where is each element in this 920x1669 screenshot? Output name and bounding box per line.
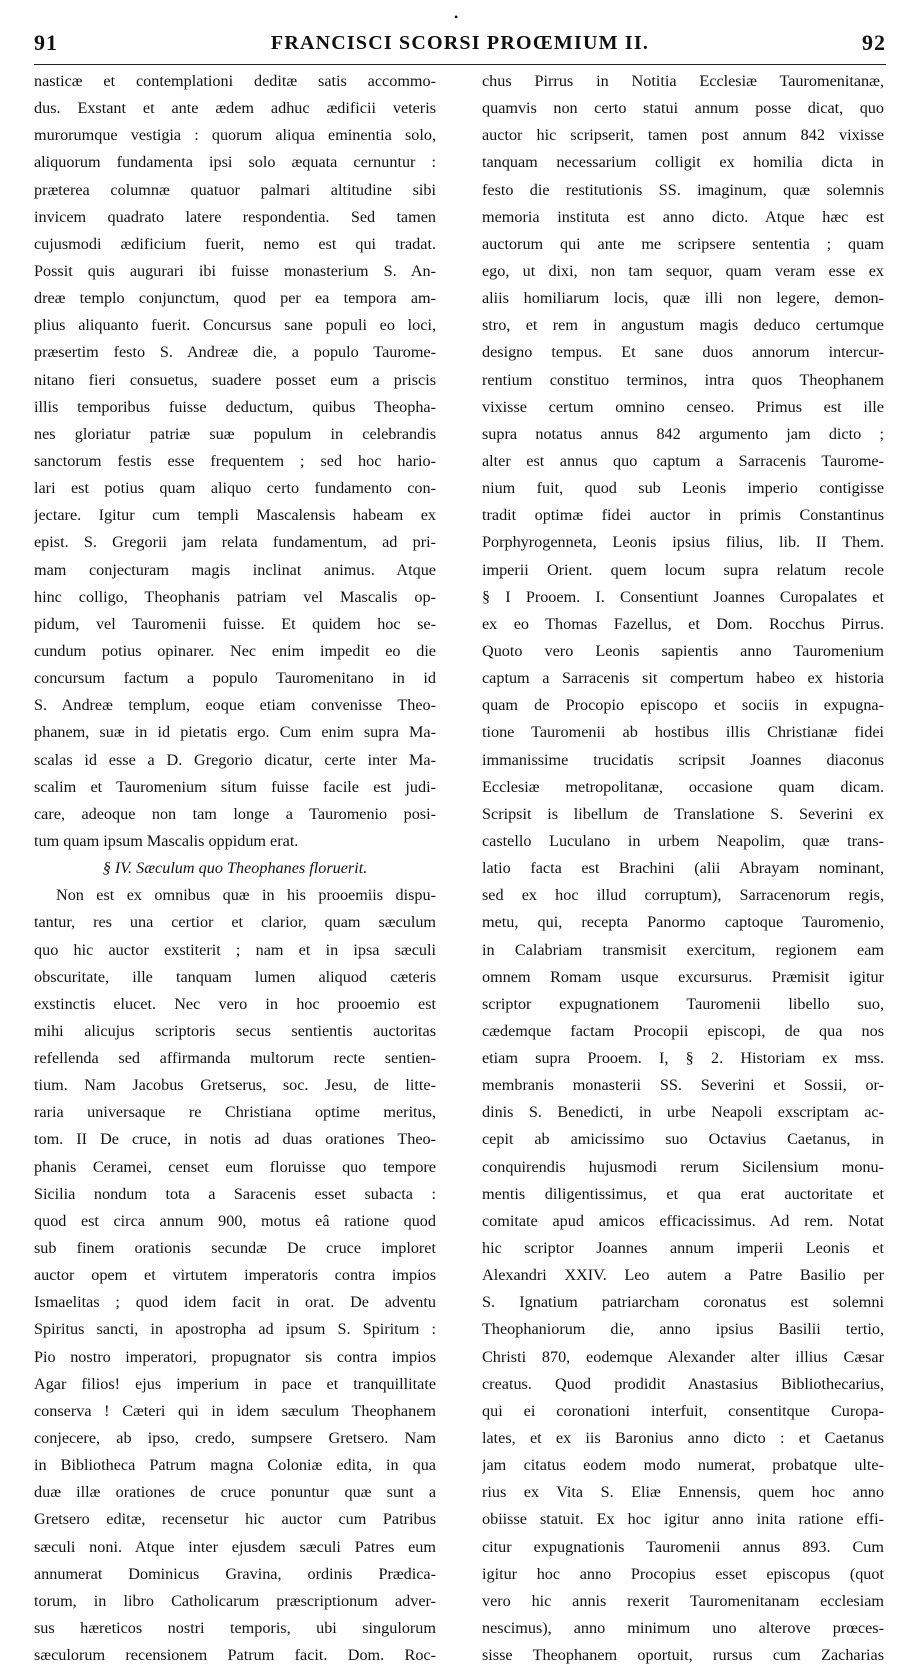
text-line: obiisse statuit. Ex hoc igitur anno inita ratione effi- (482, 1510, 884, 1529)
text-line: jectare. Igitur cum templi Mascalensis habeam ex (34, 506, 436, 525)
text-line: Ismaelitas ; quod idem facit in orat. De adventu (34, 1293, 436, 1312)
text-line: rius ex Vita S. Eliæ Ennensis, quem hoc anno (482, 1483, 884, 1502)
text-line: sed ex hoc illud corruptum), Sarracenorum regis, (482, 886, 884, 905)
text-line: annumerat Dominicus Gravina, ordinis Prædica- (34, 1564, 436, 1583)
text-line: Alexandri XXIV. Leo autem a Patre Basilio per (482, 1266, 884, 1285)
text-line: § I Prooem. I. Consentiunt Joannes Curopalates et (482, 587, 884, 606)
text-line: nes gloriatur patriæ suæ populum in celebrandis (34, 424, 436, 443)
text-line: lari est potius quam aliquo certo fundamento con- (34, 479, 436, 498)
running-title: FRANCISCI SCORSI PROŒMIUM II. (270, 32, 650, 54)
text-line: aliis homiliarum locis, quæ illi non legere, demon- (482, 289, 884, 308)
text-line: auctor opem et virtutem imperatoris contra impios (34, 1266, 436, 1285)
ink-speck: • (454, 10, 459, 24)
text-line: mihi alicujus scriptoris secus sentientis auctoritas (34, 1021, 436, 1040)
text-line: concursum factum a populo Tauromenitano in id (34, 669, 436, 688)
text-line: metu, qui, recepta Panormo captoque Tauromenio, (482, 913, 884, 932)
page-number-left: 91 (34, 30, 58, 55)
section-heading: § IV. Sæculum quo Theophanes floruerit. (102, 859, 368, 878)
text-line: ex eo Thomas Fazellus, et Dom. Rocchus Pirrus. (482, 614, 884, 633)
text-line: scalas id esse a D. Gregorio dicatur, certe inter Ma- (34, 750, 436, 769)
text-line: comitate apud amicos efficacissimus. Ad rem. Notat (482, 1211, 884, 1230)
text-line: tum quam ipsum Mascalis oppidum erat. (34, 831, 299, 850)
text-line: obscuritate, ille tanquam lumen aliquod cæteris (34, 967, 436, 986)
text-line: sæculorum recensionem Patrum facit. Dom. Roc- (34, 1646, 436, 1665)
text-line: lates, et ex iis Baronius anno dicto : et Caetanus (482, 1429, 884, 1448)
text-line: hinc colligo, Theophanis patriam vel Mascalis op- (34, 587, 436, 606)
text-line: ego, ut dixi, non tam sequor, quam veram esse ex (482, 261, 884, 280)
text-line: tium. Nam Jacobus Gretserus, soc. Jesu, de litte- (34, 1076, 436, 1095)
text-line: cepit ab amicissimo suo Octavius Caetanus, in (482, 1130, 884, 1149)
text-line: omnem Romam usque excursurus. Præmisit igitur (482, 967, 884, 986)
text-line: tradit optimæ fidei auctor in primis Constantinus (482, 506, 884, 525)
text-line: auctorum qui ante me scripsere sententia ; quam (482, 234, 884, 253)
text-line: phanem, suæ in id pietatis ergo. Cum enim supra Ma- (34, 723, 436, 742)
text-line: cujusmodi ædificium fuerit, nemo est qui tradat. (34, 234, 436, 253)
text-line: refellenda sed affirmanda multorum recte sentien- (34, 1049, 436, 1068)
text-line: Spiritus sancti, in apostropha ad ipsum S. Spiritum : (34, 1320, 436, 1339)
text-line: præterea columnæ quatuor palmari altitudine sibi (34, 180, 436, 199)
text-line: Christi 870, eodemque Alexander alter illius Cæsar (482, 1347, 884, 1366)
text-line: conquirendis hujusmodi rerum Sicilensium monu- (482, 1157, 884, 1176)
text-line: phanis Ceramei, censet eum floruisse quo tempore (34, 1157, 436, 1176)
text-line: in Bibliotheca Patrum magna Coloniæ edita, in qua (34, 1456, 436, 1475)
page-number-right: 92 (862, 30, 886, 55)
text-line: designo tempus. Et sane duos annorum intercur- (482, 343, 884, 362)
text-line: S. Ignatium patriarcham coronatus est solemni (482, 1293, 884, 1312)
text-line: sus hæreticos nostri temporis, ubi singulorum (34, 1619, 436, 1638)
text-line: pidum, vel Tauromenii fuisse. Et quidem hoc se- (34, 614, 436, 633)
text-line: sæculi noni. Atque inter ejusdem sæculi Patres eum (34, 1537, 436, 1556)
text-line: jam citatus eodem modo numerat, probatque ulte- (482, 1456, 884, 1475)
text-line: in Calabriam transmisit exercitum, regionem eam (482, 940, 884, 959)
text-line: hic scriptor Joannes annum imperii Leonis et (482, 1239, 884, 1258)
text-line: Agar filios! ejus imperium in pace et tranquillitate (34, 1374, 436, 1393)
text-line: care, adeoque non tam longe a Tauromenio posi- (34, 804, 436, 823)
text-line: vixisse certum omnino censeo. Primus est ille (482, 397, 884, 416)
text-line: mam conjecturam magis inclinat animus. Atque (34, 560, 436, 579)
text-line: Non est ex omnibus quæ in his prooemiis dispu- (56, 886, 436, 905)
text-line: illis temporibus fuisse deductum, quibus Theopha- (34, 397, 436, 416)
page-header (34, 30, 886, 65)
text-line: sisse Theophanem oportuit, rursus cum Zacharias (482, 1646, 884, 1665)
text-line: Sicilia nondum tota a Saracenis esset subacta : (34, 1184, 436, 1203)
text-line: rentium constituo terminos, intra quos Theophanem (482, 370, 884, 389)
text-line: sub finem orationis secundæ De cruce imploret (34, 1239, 436, 1258)
text-line: Scripsit is libellum de Translatione S. Severini ex (482, 804, 884, 823)
text-line: Theophaniorum die, anno ipsius Basilii tertio, (482, 1320, 884, 1339)
text-line: latio facta est Brachini (alii Abrayam nominant, (482, 859, 884, 878)
text-line: scalim et Tauromenium situm fuisse facile est judi- (34, 777, 436, 796)
text-line: alter est annus quo captum a Sarracenis Taurome- (482, 451, 884, 470)
text-line: dinis S. Benedicti, in urbe Neapoli exscriptam ac- (482, 1103, 884, 1122)
text-line: dus. Exstant et ante ædem adhuc ædificii veteris (34, 99, 436, 118)
text-line: raria universaque re Christiana optime meritus, (34, 1103, 436, 1122)
text-line: cædemque factam Procopii episcopi, de qua nos (482, 1021, 884, 1040)
text-line: quamvis non certo statui annum posse dicat, quo (482, 99, 884, 118)
text-line: Porphyrogenneta, Leonis ipsius filius, lib. II Them. (482, 533, 884, 552)
text-line: torum, in libro Catholicarum præscriptionum adver- (34, 1591, 436, 1610)
text-line: auctor hic scripserit, tamen post annum 842 vixisse (482, 126, 884, 145)
text-line: præsertim festo S. Andreæ die, a populo Taurome- (34, 343, 436, 362)
text-line: quod est circa annum 900, motus eâ ratione quod (34, 1211, 436, 1230)
text-line: aliquorum fundamenta ipsi solo æquata cernuntur : (34, 153, 436, 172)
text-line: Quoto vero Leonis sapientis anno Tauromenium (482, 641, 884, 660)
text-line: creatus. Quod prodidit Anastasius Bibliothecarius, (482, 1374, 884, 1393)
text-line: murorumque vestigia : quorum aliqua eminentia solo, (34, 126, 436, 145)
text-line: chus Pirrus in Notitia Ecclesiæ Tauromenitanæ, (482, 72, 884, 90)
text-line: memoria instituta est anno dicto. Atque hæc est (482, 207, 884, 226)
text-line: tanquam necessarium colligit ex homilia dicta in (482, 153, 884, 172)
text-line: supra notatus annus 842 argumento jam dicto ; (482, 424, 884, 443)
text-line: tom. II De cruce, in notis ad duas orationes Theo- (34, 1130, 436, 1149)
text-line: qui ei coronationi interfuit, consentitque Curopa- (482, 1401, 884, 1420)
right-text-column (482, 68, 884, 1669)
text-line: dreæ templo conjunctum, quod per ea tempora am- (34, 289, 436, 308)
text-line: nescimus), anno minimum uno alterove prœces- (482, 1619, 884, 1638)
text-line: tantur, res una certior et clarior, quam sæculum (34, 913, 436, 932)
text-line: exstinctis elucet. Nec vero in hoc prooemio est (34, 994, 436, 1013)
text-line: Gretsero editæ, recensetur hic auctor cum Patribus (34, 1510, 436, 1529)
text-line: castello Luculano in urbem Neapolim, quæ trans- (482, 831, 884, 850)
text-line: Possit quis augurari ibi fuisse monasterium S. An- (34, 261, 436, 280)
text-line: festo die restitutionis SS. imaginum, quæ solemnis (482, 180, 884, 199)
text-line: nitano fieri consuetus, suadere posset eum a priscis (34, 370, 436, 389)
text-line: duæ illæ orationes de cruce ponuntur quæ sunt a (34, 1483, 436, 1502)
text-line: nium fuit, quod sub Leonis imperio contigisse (482, 479, 884, 498)
text-line: igitur hoc anno Procopius esset episcopus (quot (482, 1564, 884, 1583)
text-line: captum a Sarracenis sit compertum habeo ex historia (482, 669, 884, 688)
text-line: quo hic auctor exstiterit ; nam et in ipsa sæculi (34, 940, 436, 959)
text-line: Pio nostro imperatori, propugnator sis contra impios (34, 1347, 436, 1366)
text-line: invicem quadrato latere respondentia. Sed tamen (34, 207, 436, 226)
text-line: conserva ! Cæteri qui in idem sæculum Theophanem (34, 1401, 436, 1420)
text-line: etiam supra Prooem. I, § 2. Historiam ex mss. (482, 1049, 884, 1068)
text-line: membranis monasterii SS. Severini et Sossii, or- (482, 1076, 884, 1095)
text-line: tione Tauromenii ab hostibus illis Christianæ fidei (482, 723, 884, 742)
left-text-column (34, 68, 436, 1669)
text-line: nasticæ et contemplationi deditæ satis accommo- (34, 72, 436, 90)
text-line: conjecere, ab ipso, credo, sumpsere Gretsero. Nam (34, 1429, 436, 1448)
text-line: stro, et rem in angustum magis deduco certumque (482, 316, 884, 335)
text-line: vero hic annis rexerit Tauromenitanam ecclesiam (482, 1591, 884, 1610)
text-line: cundum potius opinarer. Nec enim impedit eo die (34, 641, 436, 660)
text-line: quam de Procopio episcopo et sociis in expugna- (482, 696, 884, 715)
text-line: citur expugnationis Tauromenii annus 893. Cum (482, 1537, 884, 1556)
text-line: mentis diligentissimus, et qua erat auctoritate et (482, 1184, 884, 1203)
text-line: immanissime trucidatis scripsit Joannes diaconus (482, 750, 884, 769)
text-line: sanctorum festis esse frequentem ; sed hoc hario- (34, 451, 436, 470)
text-line: plius aliquanto fuerit. Concursus sane populi eo loci, (34, 316, 436, 335)
text-line: S. Andreæ templum, eoque etiam convenisse Theo- (34, 696, 436, 715)
text-line: Ecclesiæ metropolitanæ, occasione quam dicam. (482, 777, 884, 796)
text-line: imperii Orient. quem locum supra relatum recole (482, 560, 884, 579)
text-line: epist. S. Gregorii jam relata fundamentum, ad pri- (34, 533, 436, 552)
text-line: scriptor expugnationem Tauromenii libello suo, (482, 994, 884, 1013)
